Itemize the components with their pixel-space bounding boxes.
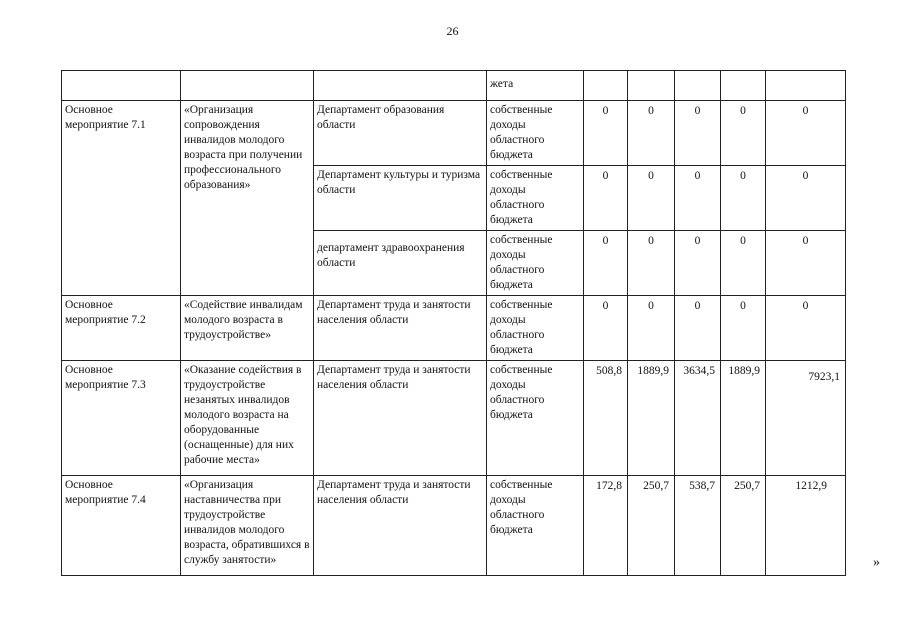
measure-cell: Основное мероприятие 7.2	[62, 296, 181, 361]
value-cell: 1212,9	[766, 476, 846, 576]
value-cell: 0	[628, 231, 675, 296]
table-cell	[721, 71, 766, 101]
value-cell: 0	[584, 101, 628, 166]
source-cell: собственные доходы областного бюджета	[487, 231, 584, 296]
value-cell: 538,7	[675, 476, 721, 576]
value-cell: 0	[584, 166, 628, 231]
value-cell: 0	[766, 231, 846, 296]
page-number: 26	[446, 24, 459, 38]
executor-cell: департамент здравоохранения области	[314, 231, 487, 296]
value-cell: 508,8	[584, 361, 628, 476]
value-cell: 250,7	[628, 476, 675, 576]
table-row	[62, 296, 846, 361]
budget-table	[61, 70, 846, 576]
value-cell: 0	[721, 231, 766, 296]
description-cell: «Организация сопровождения инвалидов молодого возраста при получении профессионального образования»	[181, 101, 314, 296]
table-cell: жета	[487, 71, 584, 101]
value-cell: 0	[675, 101, 721, 166]
measure-cell: Основное мероприятие 7.3	[62, 361, 181, 476]
value-cell: 0	[721, 296, 766, 361]
value-cell: 0	[675, 166, 721, 231]
value-cell: 172,8	[584, 476, 628, 576]
description-cell: «Оказание содействия в трудоустройстве незанятых инвалидов молодого возраста на оборудованные (оснащенные) для них рабочие места»	[181, 361, 314, 476]
description-cell: «Содействие инвалидам молодого возраста в трудоустройстве»	[181, 296, 314, 361]
description-cell: «Организация наставничества при трудоустройстве инвалидов молодого возраста, обратившихся в службу занятости»	[181, 476, 314, 576]
measure-cell: Основное мероприятие 7.4	[62, 476, 181, 576]
value-cell: 0	[628, 166, 675, 231]
source-cell: собственные доходы областного бюджета	[487, 166, 584, 231]
source-cell: собственные доходы областного бюджета	[487, 296, 584, 361]
table-cell	[62, 71, 181, 101]
value-cell: 1889,9	[721, 361, 766, 476]
table-row	[62, 101, 846, 166]
table-cell	[766, 71, 846, 101]
value-cell: 0	[721, 166, 766, 231]
table-cell	[314, 71, 487, 101]
executor-cell: Департамент образования области	[314, 101, 487, 166]
value-cell: 7923,1	[766, 361, 846, 476]
executor-cell: Департамент труда и занятости населения области	[314, 476, 487, 576]
closing-quote: »	[873, 555, 880, 570]
measure-cell: Основное мероприятие 7.1	[62, 101, 181, 296]
value-cell: 250,7	[721, 476, 766, 576]
value-cell: 0	[766, 296, 846, 361]
value-cell: 0	[675, 296, 721, 361]
value-cell: 0	[628, 296, 675, 361]
value-cell: 0	[766, 101, 846, 166]
table-cell	[628, 71, 675, 101]
executor-cell: Департамент труда и занятости населения области	[314, 296, 487, 361]
value-cell: 0	[584, 296, 628, 361]
value-cell: 0	[584, 231, 628, 296]
table-cell	[584, 71, 628, 101]
table-cell	[181, 71, 314, 101]
table-row	[62, 476, 846, 576]
executor-cell: Департамент культуры и туризма области	[314, 166, 487, 231]
source-cell: собственные доходы областного бюджета	[487, 476, 584, 576]
source-cell: собственные доходы областного бюджета	[487, 361, 584, 476]
executor-cell: Департамент труда и занятости населения области	[314, 361, 487, 476]
table-row	[62, 71, 846, 101]
value-cell: 3634,5	[675, 361, 721, 476]
source-cell: собственные доходы областного бюджета	[487, 101, 584, 166]
value-cell: 1889,9	[628, 361, 675, 476]
table-row	[62, 361, 846, 476]
value-cell: 0	[721, 101, 766, 166]
value-cell: 0	[628, 101, 675, 166]
value-cell: 0	[675, 231, 721, 296]
value-cell: 0	[766, 166, 846, 231]
table-cell	[675, 71, 721, 101]
